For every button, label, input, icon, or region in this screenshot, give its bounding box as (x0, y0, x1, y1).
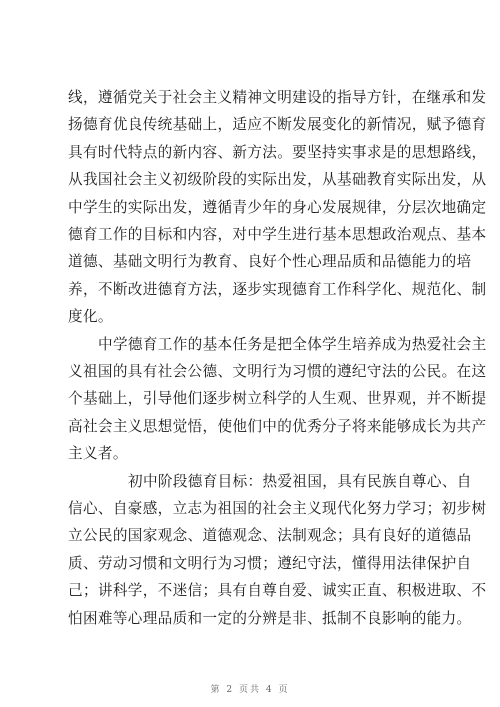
paragraph-3-line: 质、劳动习惯和文明行为习惯；遵纪守法，懂得用法律保护自 (68, 555, 472, 572)
paragraph-1-line: 养，不断改进德育方法，逐步实现德育工作科学化、规范化、制 (68, 281, 487, 298)
paragraph-3-line: 怕困难等心理品质和一定的分辨是非、抵制不良影响的能力。 (68, 610, 472, 627)
paragraph-1-line: 线，遵循党关于社会主义精神文明建设的指导方针，在继承和发 (68, 89, 487, 106)
paragraph-1-line: 德育工作的目标和内容，对中学生进行基本思想政治观点、基本 (68, 226, 487, 243)
paragraph-2-line: 义祖国的具有社会公德、文明行为习惯的遵纪守法的公民。在这 (68, 363, 487, 380)
paragraph-2-line: 中学德育工作的基本任务是把全体学生培养成为热爱社会主 (98, 336, 487, 353)
paragraph-1-line: 道德、基础文明行为教育、良好个性心理品质和品德能力的培 (68, 253, 472, 270)
paragraph-3-line: 立公民的国家观念、道德观念、法制观念；具有良好的道德品 (68, 527, 472, 544)
paragraph-1-line: 从我国社会主义初级阶段的实际出发，从基础教育实际出发，从 (68, 171, 487, 188)
paragraph-1-line: 扬德育优良传统基础上，适应不断发展变化的新情况，赋予德育 (68, 116, 487, 133)
paragraph-1-line: 具有时代特点的新内容、新方法。要坚持实事求是的思想路线， (68, 144, 487, 161)
paragraph-3-line: 己；讲科学，不迷信；具有自尊自爱、诚实正直、积极进取、不 (68, 582, 487, 599)
paragraph-2-line: 高社会主义思想觉悟，使他们中的优秀分子将来能够成长为共产 (68, 418, 487, 435)
paragraph-2-line: 个基础上，引导他们逐步树立科学的人生观、世界观，并不断提 (68, 390, 487, 407)
page-number-footer: 第 2 页共 4 页 (210, 685, 290, 695)
paragraph-3-line: 初中阶段德育目标：热爱祖国，具有民族自尊心、自 (128, 473, 472, 490)
paragraph-2-line: 主义者。 (68, 445, 128, 462)
paragraph-1-line: 中学生的实际出发，遵循青少年的身心发展规律，分层次地确定 (68, 199, 487, 216)
paragraph-3-line: 信心、自豪感，立志为祖国的社会主义现代化努力学习；初步树 (68, 500, 487, 517)
paragraph-1-line: 度化。 (68, 308, 113, 325)
